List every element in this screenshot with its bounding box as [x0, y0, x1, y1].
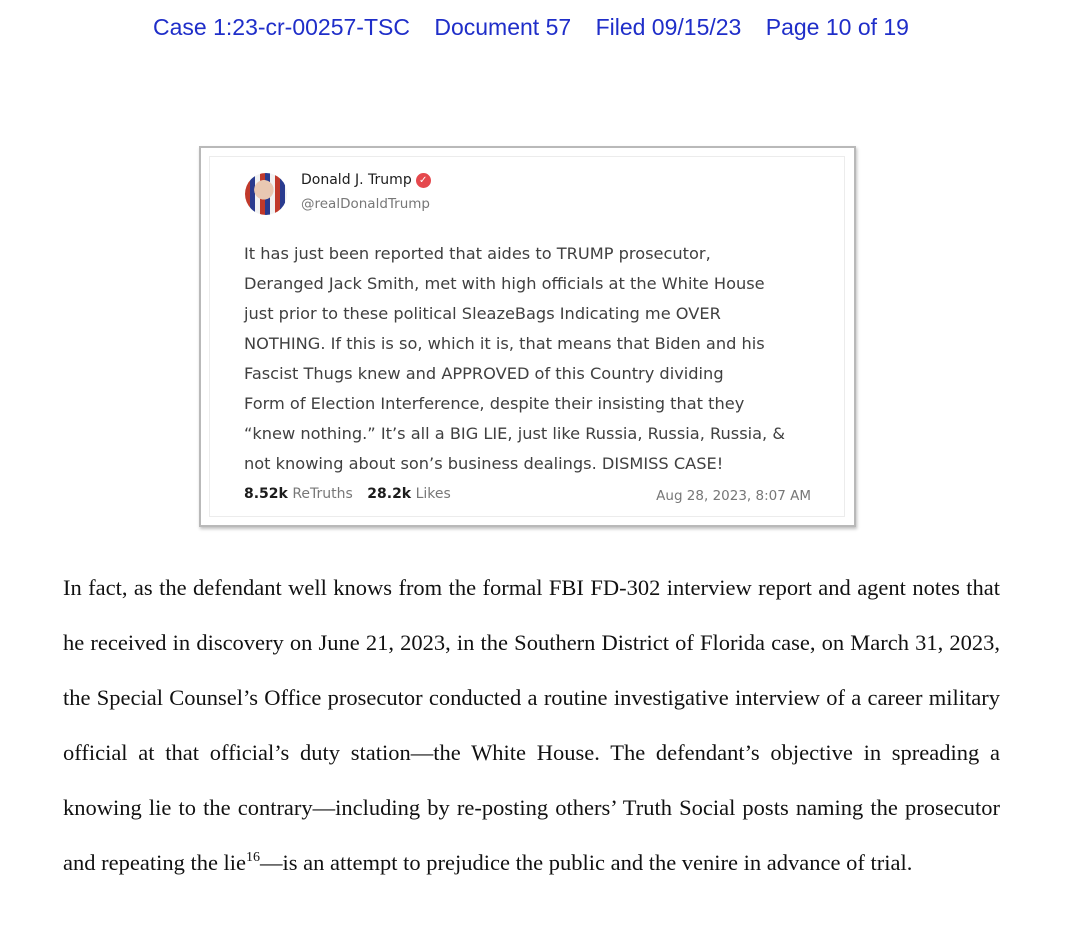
paragraph-text-after: —is an attempt to prejudice the public and the venire in advance of trial. [260, 850, 913, 875]
document-number: Document 57 [434, 14, 572, 40]
page-number: Page 10 of 19 [765, 14, 909, 40]
author-handle: @realDonaldTrump [301, 196, 430, 212]
likes-label: Likes [415, 486, 451, 502]
post-timestamp: Aug 28, 2023, 8:07 AM [656, 488, 811, 504]
author-name-row [301, 172, 431, 188]
verified-badge-icon: ✓ [416, 173, 431, 188]
case-header [0, 14, 1062, 41]
footnote-marker: 16 [246, 850, 261, 865]
post-text: It has just been reported that aides to TRUMP prosecutor, Deranged Jack Smith, met with high officials at the White House just prior to these political SleazeBags Indicating me OVER NOTHING. If this is so, which it is, that means that Biden and his Fascist Thugs knew and APPROVED of this Country dividing Form of Election Interference, despite their insisting that they “knew nothing.” It’s all a BIG LIE, just like Russia, Russia, Russia, & not knowing about son’s business dealings. DISMISS CASE! [244, 244, 785, 473]
truth-social-post-screenshot [199, 146, 856, 527]
retruths-label: ReTruths [292, 486, 353, 502]
paragraph-text-before: In fact, as the defendant well knows from the formal FBI FD-302 interview report and agent notes that he received in discovery on June 21, 2023, in the Southern District of Florida case, on March 31, 2023, the Special Counsel’s Office prosecutor conducted a routine investigative interview of a career military official at that official’s duty station—the White House. The defendant’s objective in spreading a knowing lie to the contrary—including by re-posting others’ Truth Social posts naming the prosecutor and repeating the lie [63, 575, 1000, 875]
post-card [209, 156, 845, 517]
likes-count: 28.2k [367, 486, 412, 502]
body-paragraph [63, 560, 1000, 890]
case-number: Case 1:23-cr-00257-TSC [153, 14, 410, 40]
post-stats [244, 486, 451, 502]
retruths-count: 8.52k [244, 486, 288, 502]
filed-date: Filed 09/15/23 [595, 14, 742, 40]
avatar [245, 173, 287, 215]
author-name: Donald J. Trump [301, 172, 412, 188]
